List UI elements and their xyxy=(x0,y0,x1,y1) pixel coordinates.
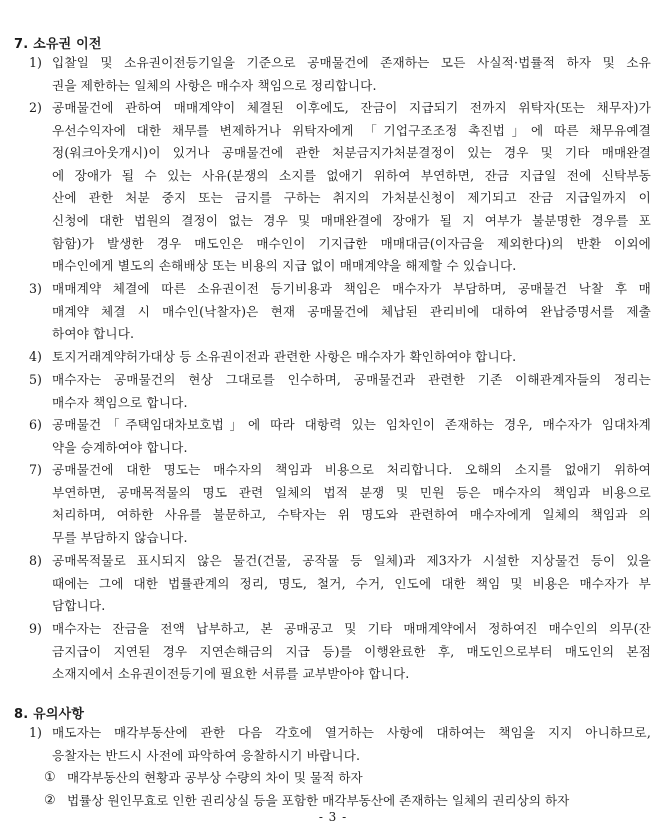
item-text-line: 매계약 체결 시 매수인(낙찰자)은 현재 공매물건에 체납된 관리비에 대하여 완납증명서를 제출 xyxy=(52,303,651,319)
item-text-line: 우선수익자에 대한 채무를 변제하거나 위탁자에게 「기업구조조정 촉진법」에 따른 채무유예결 xyxy=(52,122,651,138)
item-text-line: 매수자는 공매물건의 현상 그대로를 인수하며, 공매물건과 관련한 기존 이해관계자들의 정리는 xyxy=(52,372,651,387)
item-number: 1) xyxy=(29,55,42,70)
item-text-line: 금지급이 지연된 경우 지연손해금의 지급 등)를 이행완료한 후, 매도인으로부터 매도인의 본점 xyxy=(52,643,651,659)
item-number: 4) xyxy=(29,349,42,364)
item-text-line: 약을 승계하여야 합니다. xyxy=(52,439,188,455)
sub-item-text: 매각부동산의 현황과 공부상 수량의 차이 및 물적 하자 xyxy=(67,770,363,785)
item-text-line: 담합니다. xyxy=(52,598,106,614)
item-text-line: 공매물건「주택임대차보호법」에 따라 대항력 있는 임차인이 존재하는 경우, 매수자가 임대차계 xyxy=(52,417,651,432)
item-text-line: 무를 부담하지 않습니다. xyxy=(52,529,188,545)
sub-item-marker: ② xyxy=(44,793,56,808)
item-text-line: 산에 관한 처분 중지 또는 금지를 구하는 취지의 가처분신청이 제기되고 잔금 지급일까지 이 xyxy=(52,190,651,206)
item-number: 5) xyxy=(29,372,42,387)
item-text-line: 공매물건에 관하여 매매계약이 체결된 이후에도, 잔금이 지급되기 전까지 위탁자(또는 채무자)가 xyxy=(52,100,651,115)
item-number: 6) xyxy=(29,417,42,432)
item-text-line: 공매물건에 대한 명도는 매수자의 책임과 비용으로 처리합니다. 오해의 소지를 없애기 위하여 xyxy=(52,462,651,477)
item-text-line: 매수자는 잔금을 전액 납부하고, 본 공매공고 및 기타 매매계약에서 정하여진 매수인의 의무(잔 xyxy=(52,621,651,636)
item-number: 7) xyxy=(29,462,42,477)
item-text-line: 매수자 책임으로 합니다. xyxy=(52,394,188,410)
item-number: 2) xyxy=(29,100,42,115)
sub-item-text: 법률상 원인무효로 인한 권리상실 등을 포함한 매각부동산에 존재하는 일체의 권리상의 하자 xyxy=(67,793,570,808)
item-text-line: 소재지에서 소유권이전등기에 필요한 서류를 교부받아야 합니다. xyxy=(52,666,410,682)
item-text-line: 에 장애가 될 수 있는 사유(분쟁의 소지를 없애기 위하여 부연하면, 잔금 지급일 전에 신탁부동 xyxy=(52,167,651,183)
item-number: 9) xyxy=(29,621,42,636)
item-text-line: 함함)가 발생한 경우 매도인은 매수인이 기지급한 매매대금(이자금을 제외한다)의 반환 이외에 xyxy=(52,235,651,251)
item-text-line: 처리하며, 여하한 사유를 불문하고, 수탁자는 위 명도와 관련하여 매수자에게 일체의 책임과 의 xyxy=(52,507,651,523)
item-text-line: 권을 제한하는 일체의 사항은 매수자 책임으로 정리합니다. xyxy=(52,77,377,93)
item-text-line: 때에는 그에 대한 법률관계의 정리, 명도, 철거, 수거, 인도에 대한 책임 및 비용은 매수자가 부 xyxy=(52,575,651,591)
section-title-precautions: 8. 유의사항 xyxy=(14,707,85,722)
item-number: 3) xyxy=(29,281,42,296)
item-number: 1) xyxy=(29,725,42,740)
item-text-line: 신청에 대한 법원의 결정이 없는 경우 및 매매완결에 장애가 될 지 여부가 불분명한 경우를 포 xyxy=(52,213,651,228)
item-text-line: 매도자는 매각부동산에 관한 다음 각호에 열거하는 사항에 대하여는 책임을 지지 아니하므로, xyxy=(52,725,651,740)
section-title-ownership-transfer: 7. 소유권 이전 xyxy=(14,37,102,52)
item-text-line: 정(워크아웃개시)이 있거나 공매물건에 관한 처분금지가처분결정이 있는 경우 및 기타 매매완결 xyxy=(52,145,651,161)
item-text-line: 입찰일 및 소유권이전등기일을 기준으로 공매물건에 존재하는 모든 사실적·법률적 하자 및 소유 xyxy=(52,55,651,70)
item-text-line: 부연하면, 공매목적물의 명도 관련 일체의 법적 분쟁 및 민원 등은 매수자의 책임과 비용으로 xyxy=(52,484,651,500)
item-text-line: 응찰자는 반드시 사전에 파악하여 응찰하시기 바랍니다. xyxy=(52,747,361,763)
item-text-line: 공매목적물로 표시되지 않은 물건(건물, 공작물 등 일체)과 제3자가 시설한 지상물건 등이 있을 xyxy=(52,553,651,568)
item-text-line: 매수인에게 별도의 손해배상 또는 비용의 지급 없이 매매계약을 해제할 수 있습니다. xyxy=(52,258,517,274)
item-number: 8) xyxy=(29,553,42,568)
item-text-line: 매매계약 체결에 따른 소유권이전 등기비용과 책임은 매수자가 부담하며, 공매물건 낙찰 후 매 xyxy=(52,281,651,296)
item-text-line: 토지거래계약허가대상 등 소유권이전과 관련한 사항은 매수자가 확인하여야 합니다. xyxy=(52,349,517,364)
item-text-line: 하여야 합니다. xyxy=(52,326,135,342)
page-number: - 3 - xyxy=(318,810,348,824)
sub-item-marker: ① xyxy=(44,770,56,785)
